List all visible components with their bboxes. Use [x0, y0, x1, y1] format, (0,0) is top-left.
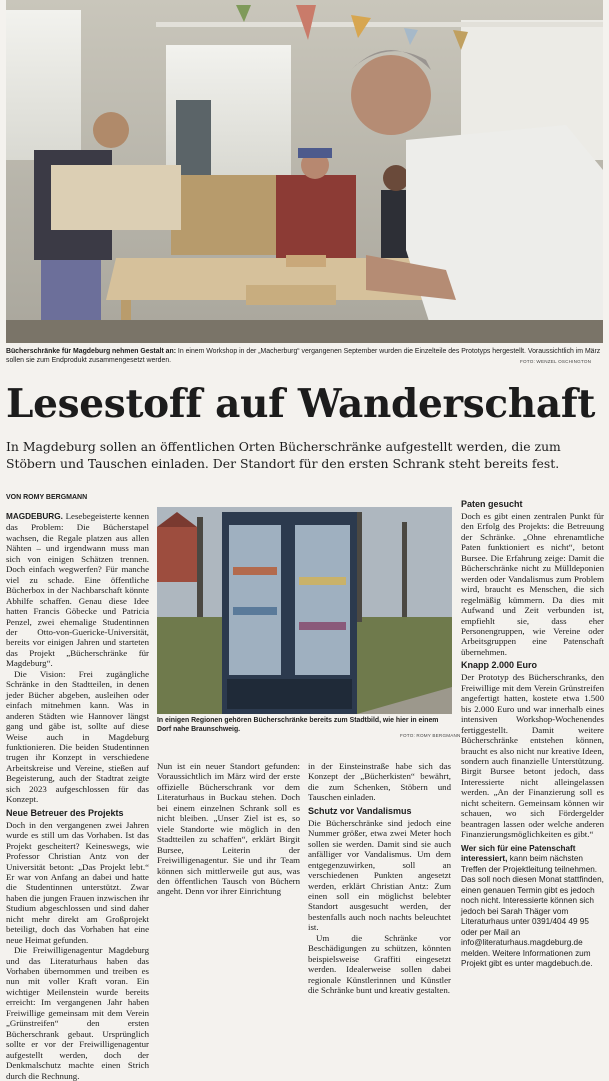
info-box [461, 844, 604, 970]
subheading-euro: Knapp 2.000 Euro [461, 660, 538, 671]
article-column-1 [6, 511, 149, 1081]
photo-credit: FOTO: WENZEL OSCHINGTON [520, 359, 592, 364]
subheading-neue-betreuer: Neue Betreuer des Projekts [6, 807, 124, 818]
paragraph-text: Lesebegeisterte kennen das Problem: Die Bücherstapel wachsen, die Regale platzen aus allen Nähten – und irgendwann muss man sich von einigen Schätzen trennen. Doch einfach wegwerfen? Für manche viel zu schade. Eine öffentliche Bücherbox in der Nachbarschaft könnte Abhilfe schaffen. Genau diese Idee hatten Francis Göbecke und Patricia Penzel, zwei ehemalige Studentinnen der Otto-von-Guericke-Universität, bereits vor einigen Jahren und starteten das Projekt „Bücherschränke für Magdeburg“. [6, 511, 149, 669]
paragraph-intro [6, 511, 149, 669]
workshop-photo [6, 0, 603, 343]
headline: Lesestoff auf Wanderschaft [6, 381, 596, 427]
info-box-text: kann beim nächsten Treffen der Projektleitung teilnehmen. Das soll noch diesen Monat stattfinden, einen genauen Termin gibt es jedoch noch nicht. Interessierte können sich jedoch bei Sarah Thäger vom Literaturhaus unter 0391/404 49 95 oder per Mail an info@literaturhaus.magdeburg.de melden. Weitere Informationen zum Projekt gibt es unter magdebuch.de. [461, 854, 604, 969]
info-box-bold: Wer sich für eine Patenschaft interessiert, [461, 843, 576, 864]
paragraph-freiwilligenagentur: Die Freiwilligenagentur Magdeburg und das Literaturhaus haben das Vorhaben übernommen und treiben es nun mit voller Kraft voran. Ein wichtiger Meilenstein wurde bereits erreicht: Im vergangenen Jahr haben Freiwillige gemeinsam mit dem Verein „Grünstreifen“ den ersten Bücherschrank gebaut. Ursprünglich sollte er vor der Freiwilligenagentur aufgestellt werden, doch der Denkmalschutz machte einen Strich durch die Rechnung. [6, 945, 149, 1081]
article-column-2 [157, 761, 300, 897]
bookcase-caption-text: In einigen Regionen gehören Bücherschränke bereits zum Stadtbild, wie hier in einem Dorf nahe Braunschweig. [157, 717, 439, 733]
article-column-4 [461, 499, 604, 970]
paragraph-standort: Nun ist ein neuer Standort gefunden: Voraussichtlich im März wird der erste offizielle Bücherschrank vor dem Literaturhaus in Buckau stehen. Doch bei einem einzelnen Schrank soll es nicht bleiben. „Unser Ziel ist es, so viele Standorte wie möglich in den Stadtteilen zu schaffen“, erklärt Birgit Bursee, Leiterin der Freiwilligenagentur. Sie und ihr Team können sich mittlerweile gut aus, was den öffentlichen Tausch von Büchern angeht. Denn vor ihrer Einrichtung [157, 761, 300, 897]
paragraph-groesser: Die Bücherschränke sind jedoch eine Nummer größer, etwa zwei Meter hoch sollen sie werden. Damit sind sie auch anfälliger vor Vandalismus. Um dem entgegenzuwirken, soll an verschiedenen Punkten angesetzt werden, erklärt Christian Antz: Zum einen soll ein möglichst belebter Standort ausgesucht werden, der bestenfalls auch noch nachts beleuchtet ist. [308, 817, 451, 933]
bookcase-photo [157, 507, 452, 714]
bookcase-photo-credit: FOTO: ROMY BERGMANN [400, 733, 461, 738]
paragraph-graffiti: Um die Schränke vor Beschädigungen zu schützen, könnten beispielsweise Graffiti eingesetzt werden. Idealerweise sollen dabei regionale Künstlerinnen und Künstler die Schränke bunt und kreativ gestalten. [308, 932, 451, 996]
photo-caption-text: In einem Workshop in der „Macherburg“ vergangenen September wurden die Einzelteile des Prototyps hergestellt. Voraussichtlich im März sollen sie zum Endprodukt zusammengesetzt werden. [6, 348, 601, 364]
paragraph-vision: Die Vision: Frei zugängliche Schränke in den Stadtteilen, in denen jeder Bücher abgeben, ausleihen oder einfach mitnehmen kann. Was in anderen Städten wie Hannover längst gang und gäbe ist, sollte auf diese Weise auch in Magdeburg funktionieren. Die beiden Studentinnen trugen ihr Konzept in verschiedene Arbeitskreise und Vereine, stießen auf Begeisterung, auch der Stadtrat zeigte sich 2023 aufgeschlossen für das Konzept. [6, 668, 149, 805]
dateline: MAGDEBURG. [6, 512, 63, 521]
paragraph-paten: Doch es gibt einen zentralen Punkt für den Erfolg des Projekts: die Betreuung der Schränke. „Ohne ehrenamtliche Paten funktioniert es nicht“, betont Bursee. Die Erfahrung zeige: Damit die Bücherschränke nicht zu Mülldeponien werden oder Vandalismus zum Problem wird, braucht es Menschen, die sich regelmäßig kümmern. Da dies mit Aufwand und Zeit verbunden ist, empfiehlt sie, dass eher Personengruppen, wie Vereine oder Arbeitsgruppen eine Patenschaft übernehmen. [461, 511, 604, 657]
subheading-paten: Paten gesucht [461, 499, 523, 509]
lead-paragraph: In Magdeburg sollen an öffentlichen Orten Bücherschränke aufgestellt werden, die zum Stöbern und Tauschen einladen. Der Standort für den ersten Schrank steht bereits fest. [6, 439, 561, 471]
subheading-vandalismus: Schutz vor Vandalismus [308, 805, 412, 816]
paragraph-prototyp: Der Prototyp des Bücherschranks, den Freiwillige mit dem Verein Grünstreifen angefertigt hatten, kostete etwa 1.500 bis 2.000 Euro und war innerhalb eines intensiven Workshop-Wochenendes fertiggestellt. Damit weitere Bücherschränke entstehen können, braucht es also nicht nur kreative Ideen, sondern auch finanzielle Unterstützung. Birgit Bursee betont jedoch, dass Interessierte nicht alleingelassen werden. „An der Finanzierung soll es nicht scheitern. Gemeinsam können wir schauen, wo sich Fördergelder beantragen lassen oder welche anderen Finanzierungsmöglichkeiten es gibt.“ [461, 672, 604, 840]
photo-caption [6, 347, 603, 365]
paragraph-einsteinstrasse: in der Einsteinstraße habe sich das Konzept der „Bücherkisten“ bewährt, die zum Schenken, Stöbern und Tauschen einladen. [308, 761, 451, 803]
article-column-3 [308, 761, 451, 996]
photo-caption-bold: Bücherschränke für Magdeburg nehmen Gestalt an: [6, 348, 177, 355]
paragraph-still: Doch in den vergangenen zwei Jahren wurde es still um das Vorhaben. Ist das Projekt gescheitert? Keineswegs, wie Professor Christian Antz von der Universität betont: „Das Projekt lebt.“ Er war von Anfang an dabei und hatte die Studentinnen unterstützt. Zwar haben die jungen Frauen inzwischen ihr Studium abgeschlossen und sind daher nicht mehr direkt am Großprojekt beteiligt, doch das Vorhaben hat eine neue Heimat gefunden. [6, 819, 149, 945]
bookcase-photo-caption [157, 716, 452, 734]
byline: VON ROMY BERGMANN [6, 494, 88, 501]
